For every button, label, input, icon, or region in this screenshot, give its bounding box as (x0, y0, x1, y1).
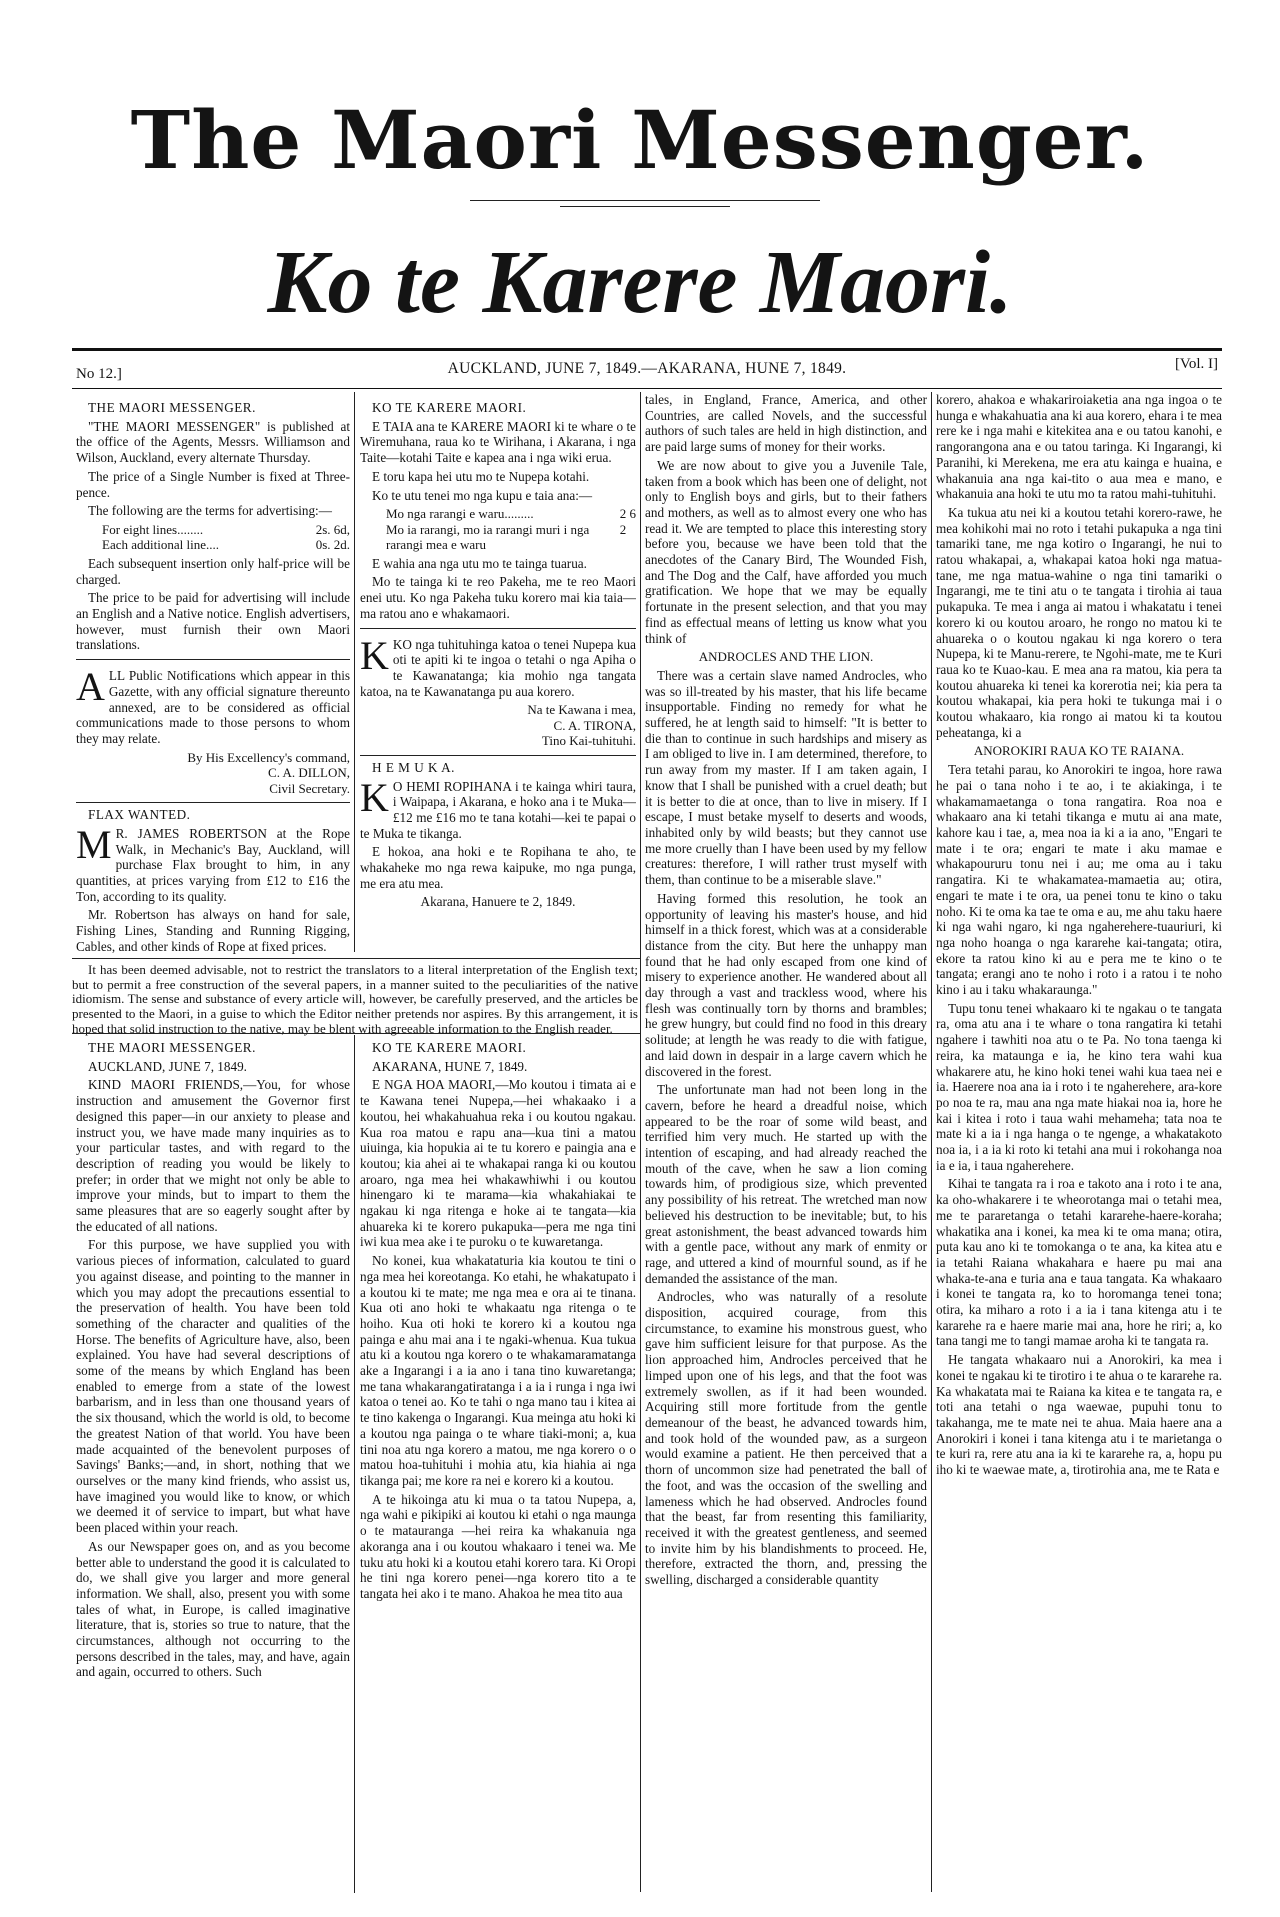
column-2-heading: KO TE KARERE MAORI. (372, 400, 527, 415)
signature-name: C. A. DILLON, (268, 765, 350, 781)
column-1-editorial-p2: For this purpose, we have supplied you with various pieces of information, calculated to guard you against disease, and pointing to the manner in which you may adopt the precautions essential to the preservation of health. You have been told something of the character and qualities of the Horse. The benefits of Agriculture have, also, been explained. You have had several descriptions of some of the means by which England has been enabled to emerge from a state of the lowest barbarism, and in less than one thousand years of the six thousand, which the world is old, to become the greatest Nation of that world. You have been made acquainted of the benevolent purposes of Savings' Banks;—and, in short, nothing that we ourselves or the many kind friends, who assist us, have imagined you would like to know, or which we deemed it of service to impart, but what have been placed within your reach. (76, 1237, 350, 1536)
column-2-price: E toru kapa hei utu mo te Nupepa kotahi. (372, 468, 590, 484)
masthead-ornament-rule (470, 200, 820, 201)
column-1-top (76, 400, 350, 956)
column-2-top (360, 400, 636, 956)
story-maori-p1: Tera tetahi parau, ko Anorokiri te ingoa, hore rawa he pai o tana noho i te ao, i te akiakinga, i te whakamamaetanga o tona rangatira. Roa noa e whakaaro ana ki tetahi tikanga e mutu ai ana mate, kahore kau i tae, a, mea noa ia ki a ia ano, "Engari te mate i te ora; engari te mate i aku mamae e whakapoururu tonu nei i au; me oma au i taku rangatira. Ki te whakamatea-mamaetia au; otira, engari te mate i te ora, ua penei tonu te kino o taku noho. Ki te oma ka tae te oma e au, me ahu taku haere ki nga wahi ngaro, ki nga ngaherehere-tuauriuri, ki nga noho hoanga o nga kararehe kai-tangata; otira, ekore ta ratou kino ki au e pera me te kino o te tangata; erangi ano te noho i roto i a ratou i te noho kino i au i taku whakaraunga." (936, 762, 1222, 998)
dropcap-k: K (360, 632, 389, 678)
story-maori-p3: Kihai te tangata ra i roa e takoto ana i roto i te ana, ka oho-whakarere i te wheorotanga mai o tetahi mea, me te pararetanga o tetahi kararehe-haere-koraha; whakatika ana i konei, ka mea ki te oma mana; otira, puta kau ano ki te tomokanga o te ana, ka kitea atu e ia tetahi Raiana whakahara e haere pu mai ana whaka-te-ana e turia ana e taua tangata. Ka whakaaro i konei te tangata ra, ko to horomanga tenei tona; otira, ka miharo a roto i a ia i tana kitenga atu i te kararehe ra e haere marie mai ana, hore he riri; a, ko tana tangi me to tangi mamae aroha ki te tangata ra. (936, 1176, 1222, 1349)
column-1-official-notice (76, 664, 350, 747)
signature-by: By His Excellency's command, (187, 749, 350, 765)
column-1-signature (76, 750, 350, 797)
rate-2-value: 2 (619, 521, 627, 537)
story-maori-p2: Tupu tonu tenei whakaaro ki te ngakau o te tangata ra, oma atu ana i te whare o tona rangatira ki tetahi ngahere i tawhiti noa atu o te Pa. No tona taenga ki reira, ka mataunga e ia, he kino tera wahi kua whakarere atu, he kino hoki tenei wahi kua taea nei e ia. Haerere noa ana ia i roto i te ngaherehere, ara-kore po noa te ra, mau ana nga mate hiakai noa ia, hore he kai i kitea i roto i taua wahi mehameha; tata noa te mate ki a ia i nga hanga o te ngenge, a whakatakoto noa ia, i a ia ki roto ki tetahi ana mui i rokohanga noa ia e ia, i taua ngaherehere. (936, 1000, 1222, 1173)
column-1-price: The price of a Single Number is fixed at Three-pence. (76, 468, 350, 500)
hemp-advert-text: O HEMI ROPIHANA i te kainga whiri taura, i Waipapa, i Akarana, e hoko ana i te Muka—£12 me £16 mo te tana kotahi—kei te papai o te Muka te tikanga. (360, 778, 636, 841)
flax-advert (76, 821, 350, 905)
column-1-editorial-p1: KIND MAORI FRIENDS,—You, for whose instruction and amusement the Governor first designed this paper—in our anxiety to please and instruct you, we have made many inquiries as to your particular tastes, and with regard to the description of reading you would be likely to prefer; in order that we might not only be able to improve your minds, but to impart to them the same pleasures that are so eagerly sought after by the educated of all nations. (76, 1077, 350, 1234)
story-title-english: ANDROCLES AND THE LION. (698, 649, 874, 665)
story-title-maori: ANOROKIRI RAUA KO TE RAIANA. (973, 743, 1185, 759)
signature-name: C. A. TIRONA, (553, 717, 636, 733)
column-1-advertising: The price to be paid for advertising will include an English and a Native notice. English advertisers, however, must furnish their own Maori translations. (76, 590, 350, 653)
flax-heading: FLAX WANTED. (88, 807, 191, 823)
masthead-issue-row (72, 352, 1222, 386)
column-1-rule-2 (76, 802, 350, 803)
translation-note-bottom-rule (72, 1033, 640, 1034)
story-english-p1: There was a certain slave named Androcles, who was so ill-treated by his master, that his life became insupportable. Finding no remedy for what he suffered, he at length said to himself: "It is better to die than to continue in such hardships and misery as I am obliged to live in. I am determined, therefore, to run away from my master. If I am taken again, I know that I shall be punished with a cruel death; but it is better to die at once, than to live in misery. If I escape, I must betake myself to deserts and woods, inhabited only by wild beasts; but they cannot use me more cruelly than I have been used by my fellow creatures: therefore, I will rather trust myself with them, than continue to be a miserable slave." (645, 667, 927, 888)
column-2-rule-1 (360, 628, 636, 629)
translation-note-top-rule (72, 958, 640, 959)
flax-advert-text: R. JAMES ROBERTSON at the Rope Walk, in Mechanic's Bay, Auckland, will purchase Flax brought to him, in any quantities, at prices varying from £12 to £16 the Ton, according to its quality. (76, 825, 350, 904)
rate-2-label: Each additional line.... (102, 537, 219, 553)
column-2-half-price: E wahia ana nga utu mo te tainga tuarua. (372, 555, 587, 571)
hemp-advert-2: E hokoa, ana hoki e te Ropihana te aho, te whakaheke mo nga rewa kaipuke, mo nga punga, me era atu mea. (360, 844, 636, 891)
masthead-title-maori: Ko te Karere Maori. (267, 233, 1013, 332)
rate-2-value: 0s. 2d. (315, 537, 350, 553)
column-3-p1: tales, in England, France, America, and other Countries, are called Novels, and the successful authors of such tales are held in high distinction, and are paid large sums of money for their works. (645, 392, 927, 455)
column-1-terms: The following are the terms for advertising:— (88, 503, 332, 519)
signature-title: Civil Secretary. (269, 780, 350, 796)
masthead-top-rule (72, 348, 1222, 351)
column-4-p1: korero, ahakoa e whakariroiaketia ana nga ingoa o te hunga e whakahuatia ana ki aua korero, ehara i te mea rere ke i nga mahi e kitekitea ana e ou tatou kanohi, e rangorangona ana e ou tatou taringa. Ki Ingarangi, ki Paranihi, ki Merekena, me era atu kainga e huaina, e whakanuia ana nga kai-tito o aua mea e mano, e whakanuia ana hoki te utu mo ta ratou mahi-tuhituhi. (936, 392, 1222, 502)
column-2-advertising: Mo te tainga ki te reo Pakeha, me te reo Maori enei utu. Ko nga Pakeha tuku korero mai kia taia—ma ratou ano e whakamaori. (360, 574, 636, 621)
dropcap-k2: K (360, 774, 389, 820)
column-divider-1-top (354, 392, 355, 952)
column-2-editorial-p2: No konei, kua whakataturia kia koutou te tini o nga mea hei koreotanga. Ko etahi, he whakatupato i a koutou ki te mate; me nga mea e ora ai te tinana. Kua oti ano hoki te whakaatu nga ritenga o te hoiho. Kua oti hoki te korero ki a koutou nga painga e ahu mai ana i te ngaki-whenua. Kua tukua atu ki a koutou nga korero o te whakamaramatanga ake a Ingarangi i a ia ano i tana tino kuwaretanga; me tana whakarangatiratanga i a ia i runga i nga iwi katoa o tenei ao. Ko te tahi o nga mano tau i kitea ai te tino kakenga o Ingarangi. Kua meinga atu hoki ki a koutou nga painga o te whare tiaki-moni; a, kua tini noa atu nga korero a matou, me nga korero o o matou hoa-tuhituhi i mohia atu, kia hiahia ai nga tikanga pai; me kore ra nei e korero ki a koutou. (360, 1253, 636, 1488)
rate-1-value: 2 6 (619, 506, 636, 522)
hemp-date: Akarana, Hanuere te 2, 1849. (420, 894, 576, 910)
masthead-bottom-rule (72, 388, 1222, 389)
signature-by: Na te Kawana i mea, (527, 702, 636, 718)
rate-2-label: Mo ia rarangi, mo ia rarangi muri i nga rarangi mea e waru (386, 521, 590, 553)
story-english-p2: Having formed this resolution, he took an opportunity of leaving his master's house, and hid himself in a thick forest, which was at a considerable distance from the city. But here the unhappy man found that he had only escaped from one kind of misery to experience another. He wandered about all day through a vast and trackless wood, where his flesh was continually torn by thorns and brambles; he grew hungry, but could find no food in this dreary solitude; at length he was ready to die with fatigue, and laid down in despair in a large cavern which he discovered in the forest. (645, 890, 927, 1079)
issue-number: No 12.] (76, 366, 122, 382)
column-3-p2: We are now about to give you a Juvenile Tale, taken from a book which has been one of delight, not only to English boys and girls, but to their fathers and mothers, as well as to almost every one who has read it. We are tempted to place this interesting story before you, because we have been told that the anecdotes of the Canary Bird, The Wounded Fish, and The Dog and the Calf, have afforded you much gratification. We hope that we may be equally fortunate in the present selection, and that you may find as effectual means of letting us know what you think of (645, 457, 927, 646)
masthead-title-english: The Maori Messenger. (130, 93, 1150, 187)
column-2-publish-notice: E TAIA ana te KARERE MAORI ki te whare o te Wiremuhana, raua ko te Wirihana, i Akarana, i nga Taite—kotahi Taite e kapea ana i nga wiki erua. (360, 418, 636, 466)
column-1-heading: THE MAORI MESSENGER. (88, 400, 256, 415)
column-divider-1-bottom (354, 1035, 355, 1893)
signature-title: Tino Kai-tuhituhi. (541, 733, 636, 749)
translation-note: It has been deemed advisable, not to restrict the translators to a literal interpretation of the English text; but to permit a free construction of the several papers, in a manner suited to the peculiarities of the native idiomism. The sense and substance of every article will, however, be carefully preserved, and the articles be presented to the Maori, in a guise to which the Editor neither pretends nor aspires. By this arrangement, it is hoped that solid instruction to the native, may be blent with agreeable information to the English reader. (72, 962, 638, 1036)
story-maori-p4: He tangata whakaaro nui a Anorokiri, ka mea i konei te ngakau ki te tirotiro i te ahua o te kararehe ra. Ka whakatata mai te Raiana ka kitea e te tangata ra, e toti ana tetahi o nga waewae, pupuhi tonu to takahanga, me te mate nei te ahua. Maia haere ana a Anorokiri i konei i tana kitenga atu i te marietanga o te kuri ra, rere atu ana ia ki te kararehe ra, a, hopu pu iho ki te waewae mate, a, tirotirohia ana, me te Rata e (936, 1352, 1222, 1478)
column-2-rule-2 (360, 755, 636, 756)
story-english-p3: The unfortunate man had not been long in the cavern, before he heard a dreadful noise, which appeared to be the roar of some wild beast, and terrified him very much. He started up with the intention of escaping, and had already reached the mouth of the cave, when he saw a lion coming towards him, of prodigious size, which prevented any possibility of his retreat. The wretched man now believed his destruction to be inevitable; but, to his great astonishment, the beast advanced towards him with a gentle pace, without any mark of enmity or rage, and uttered a kind of mournful sound, as if he demanded the assistance of the man. (645, 1082, 927, 1286)
rate-1-label: For eight lines........ (102, 521, 204, 537)
column-2-terms: Ko te utu tenei mo nga kupu e taia ana:— (372, 487, 593, 503)
dropcap-m: M (76, 821, 112, 867)
column-1-editorial-p3: As our Newspaper goes on, and as you become better able to understand the good it is calculated to do, we shall give you larger and more general information. We shall, also, present you with some tales of what, in Europe, is called imaginative literature, that is, stories so true to nature, that the circumstances, although not occurring to the persons described in the tales, may, and have, again and again, occurred to others. Such (76, 1538, 350, 1680)
hemp-heading: H E M U K A. (372, 759, 455, 775)
column-4 (936, 392, 1222, 1895)
column-2-editorial-heading: KO TE KARERE MAORI. (372, 1040, 527, 1055)
column-2-official-notice (360, 632, 636, 700)
issue-date-line: AUCKLAND, JUNE 7, 1849.—AKARANA, HUNE 7, 1849. (447, 360, 847, 377)
flax-advert-2: Mr. Robertson has always on hand for sale, Fishing Lines, Standing and Running Rigging, Cables, and other kinds of Rope at fixed prices. (76, 907, 350, 954)
rate-1-label: Mo nga rarangi e waru......... (386, 506, 534, 522)
column-2-signature (360, 702, 636, 749)
column-1-rate-table (102, 522, 350, 553)
masthead-ornament-rule-short (560, 206, 730, 207)
column-1-editorial-heading: THE MAORI MESSENGER. (88, 1040, 256, 1055)
column-2-editorial-date: AKARANA, HUNE 7, 1849. (372, 1058, 528, 1074)
column-1-rule-1 (76, 659, 350, 660)
column-divider-2 (640, 392, 641, 1892)
column-2-rate-table (386, 506, 636, 553)
official-notice-text: KO nga tuhituhinga katoa o tenei Nupepa kua oti te apiti ki te ingoa o tetahi o nga Apiha o te Kawanatanga; kia mohio nga tangata katoa, na te Kawanatanga pu aua korero. (360, 636, 636, 699)
volume-label: [Vol. I] (1174, 356, 1218, 372)
official-notice-text: LL Public Notifications which appear in this Gazette, with any official signature thereunto annexed, are to be considered as official communications made to those persons to whom they may relate. (76, 668, 350, 746)
column-2-editorial-p3: A te hikoinga atu ki mua o ta tatou Nupepa, a, nga wahi e pikipiki ai koutou ki etahi o nga maunga o te matauranga —hei reira ka whakanuia nga akoranga ana i ou koutou whakaaro i tenei wa. Me tuku atu hoki ki a koutou etahi korero tara. Ki Oropi he tini nga korero penei—nga korero tito a te tangata hei ako i te mano. Ahakoa he mea tito aua (360, 1491, 636, 1601)
dropcap-a: A (76, 664, 105, 710)
hemp-advert (360, 774, 636, 842)
column-1-publish-notice: "THE MAORI MESSENGER" is published at the office of the Agents, Messrs. Williamson and Wilson, Auckland, every alternate Thursday. (76, 418, 350, 466)
column-divider-3 (931, 392, 932, 1892)
column-1-bottom (76, 1040, 350, 1895)
column-2-editorial-p1: E NGA HOA MAORI,—Mo koutou i timata ai e te Kawana tenei Nupepa,—hei whakaako i a koutou, hei whakahuahua reka i ou koutou ngakau. Kua roa matou e rapu ana—kua tini a matou uiuinga, kia hopukia ai te tu korero e paingia ana e koutou; kia ahei ai te whakapai ranga ki ou koutou aroaro, nga mea hei whakawhiwhi i ou koutou hinengaro ki te marama—kia whakahiakai te ngakau ki nga ritenga e hoke ai te tangata—kia ahuareka ki te korero pukapuka—pera me nga tini iwi kua mea ake i te puroku o te kuwaretanga. (360, 1077, 636, 1250)
story-english-p4: Androcles, who was naturally of a resolute disposition, acquired courage, from this circumstance, to examine his monstrous guest, who gave him sufficient leisure for that purpose. As the lion approached him, Androcles perceived that he limped upon one of his legs, and that the foot was extremely swollen, as if it had been wounded. Acquiring still more fortitude from the gentle demeanour of the beast, he advanced towards him, and took hold of the wounded paw, as a surgeon would examine a patient. He then perceived that a thorn of uncommon size had penetrated the ball of the foot, and was the occasion of the swelling and lameness which he had observed. Androcles found that the beast, far from resenting this familiarity, received it with the greatest gentleness, and seemed to invite him by his blandishments to proceed. He, therefore, extracted the thorn, and, pressing the swelling, discharged a considerable quantity (645, 1289, 927, 1588)
column-1-half-price: Each subsequent insertion only half-price will be charged. (76, 555, 350, 587)
rate-1-value: 2s. 6d, (315, 521, 350, 537)
column-4-p2: Ka tukua atu nei ki a koutou tetahi korero-rawe, he mea kohikohi mai no roto i tetahi pukapuka a nga tini tamariki tane, me nga kotiro o Ingarangi, he nui to ratou whakapai, a, whakapai katoa hoki nga matua-tane, me nga matua-wahine o nga tini tamariki o Ingarangi, me te tini atu o te tangata i tirohia ai taua pukapuka. Te mea i anga ai matou i whakatatu i tenei korero ki ou koutou aroaro, he rongo no matou ki te ahuareka o o koutou ngakau ki nga korero o tera Nupepa, ki te Manu-rerere, te Ngohi-mate, me te Kuri raua ko te Kuao-kau. E mea ana ra matou, kia pera ta koutou ahuareka ki tenei ka korerotia nei; kia pera ta koutou whakapai, kia pera hoki te tukunga mai i o koutou whakaaro, kia rongo ai matou ki ta koutou peheatanga, ki a (936, 504, 1222, 740)
column-1-editorial-date: AUCKLAND, JUNE 7, 1849. (88, 1058, 247, 1074)
column-2-bottom (360, 1040, 636, 1895)
column-3 (645, 392, 927, 1895)
